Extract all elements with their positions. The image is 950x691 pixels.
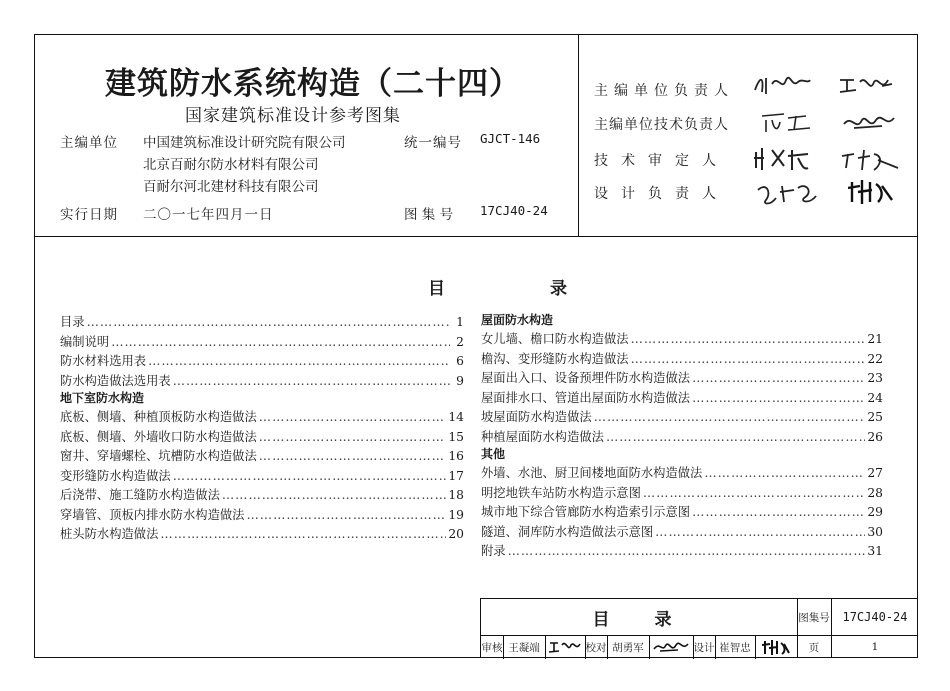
editor-unit-2: 北京百耐尔防水材料有限公司 (143, 157, 319, 173)
title-block (480, 598, 918, 658)
toc-entry-title: 防水构造做法选用表 (60, 373, 171, 388)
toc-leader-dots (692, 505, 865, 519)
toc-entry-title: 屋面排水口、管道出屋面防水构造做法 (481, 390, 691, 405)
toc-right-column (481, 312, 883, 561)
toc-entry-title: 编制说明 (60, 334, 110, 349)
toc-entry-page: 18 (448, 488, 464, 502)
toc-entry[interactable] (481, 407, 883, 427)
signature-image (842, 108, 896, 136)
atlas-title: 建筑防水系统构造（二十四） (105, 66, 521, 102)
toc-entry[interactable] (481, 463, 883, 483)
toc-entry-page: 30 (867, 524, 883, 539)
designer-name: 崔智忠 (719, 641, 751, 654)
signature-image (755, 635, 797, 659)
toc-entry-page: 21 (867, 332, 883, 346)
toc-entry-page: 9 (456, 373, 464, 388)
toc-left-column (60, 312, 464, 544)
toc-entry-title: 底板、侧墙、种植顶板防水构造做法 (60, 410, 257, 424)
toc-leader-dots (631, 332, 866, 346)
toc-entry-title: 隧道、洞库防水构造做法示意图 (481, 524, 654, 539)
toc-entry-title: 防水材料选用表 (60, 354, 147, 368)
page-value: 1 (871, 641, 879, 653)
toc-entry-page: 15 (448, 429, 464, 444)
toc-entry[interactable] (60, 312, 464, 332)
toc-leader-dots (222, 488, 446, 502)
page-label: 页 (808, 641, 820, 654)
toc-entry-page: 25 (867, 410, 883, 424)
toc-entry-title: 种植屋面防水构造做法 (481, 429, 604, 444)
toc-leader-dots (594, 410, 866, 424)
toc-leader-dots (173, 469, 447, 483)
toc-leader-dots (704, 466, 865, 480)
toc-entry[interactable] (481, 427, 883, 447)
toc-entry-title: 窗井、穿墙螺栓、坑槽防水构造做法 (60, 449, 257, 463)
toc-entry-page: 23 (867, 371, 883, 385)
toc-entry[interactable] (481, 329, 883, 349)
toc-leader-dots (631, 352, 866, 366)
signature-image (758, 110, 812, 136)
toc-leader-dots (259, 430, 447, 444)
design-label: 设计 (693, 641, 715, 654)
reviewer-name: 王凝端 (508, 641, 540, 654)
toc-entry-page: 14 (448, 410, 464, 424)
toc-section-heading: 其他 (481, 447, 506, 461)
toc-entry[interactable] (481, 368, 883, 388)
toc-entry-page: 17 (448, 468, 464, 483)
toc-entry-page: 27 (867, 466, 883, 480)
toc-leader-dots (173, 374, 450, 388)
signature-image (649, 635, 693, 659)
toc-leader-dots (246, 508, 446, 522)
toc-entry-page: 31 (867, 544, 883, 558)
toc-entry-page: 19 (448, 507, 464, 522)
toc-heading: 目 录 (428, 279, 611, 299)
toc-entry-title: 底板、侧墙、外墙收口防水构造做法 (60, 429, 257, 444)
signature-image (752, 70, 812, 98)
toc-section-heading: 屋面防水构造 (481, 313, 554, 327)
toc-entry-title: 屋面出入口、设备预埋件防水构造做法 (481, 371, 691, 385)
toc-entry-page: 20 (448, 527, 464, 541)
toc-entry[interactable] (60, 351, 464, 371)
review-label: 审核 (481, 641, 503, 654)
toc-entry[interactable] (60, 485, 464, 505)
toc-entry-title: 坡屋面防水构造做法 (481, 410, 592, 424)
toc-entry[interactable] (481, 522, 883, 542)
toc-leader-dots (643, 486, 865, 500)
toc-entry-page: 1 (456, 315, 464, 329)
toc-entry-title: 变形缝防水构造做法 (60, 468, 171, 483)
atlas-number-label: 图 集 号 (404, 207, 454, 223)
toc-entry[interactable] (481, 502, 883, 522)
atlas-label: 图集号 (798, 611, 830, 624)
drawing-title: 目 录 (592, 609, 686, 630)
toc-leader-dots (692, 371, 865, 385)
toc-leader-dots (160, 527, 446, 541)
toc-entry-title: 女儿墙、檐口防水构造做法 (481, 332, 629, 346)
toc-entry-title: 明挖地铁车站防水构造示意图 (481, 485, 641, 500)
toc-entry[interactable] (60, 407, 464, 427)
signature-image (545, 635, 585, 659)
toc-leader-dots (692, 391, 865, 405)
header-divider (34, 236, 918, 237)
atlas-number: 17CJ40-24 (480, 203, 548, 218)
signature-image (838, 72, 894, 98)
signature-image (752, 144, 812, 174)
role-chief-unit: 主编单位负责人 (594, 83, 734, 99)
editor-unit-3: 百耐尔河北建材科技有限公司 (143, 179, 319, 195)
toc-entry-page: 22 (867, 351, 883, 366)
toc-entry[interactable] (60, 446, 464, 466)
signature-image (848, 176, 894, 206)
toc-entry-title: 后浇带、施工缝防水构造做法 (60, 488, 220, 502)
effective-date: 二〇一七年四月一日 (143, 207, 274, 223)
signature-image (756, 178, 820, 208)
editor-unit-1: 中国建筑标准设计研究院有限公司 (143, 135, 346, 151)
atlas-value: 17CJ40-24 (842, 610, 908, 624)
toc-entry[interactable] (481, 349, 883, 369)
toc-leader-dots (111, 335, 450, 349)
toc-entry-page: 2 (456, 334, 464, 349)
toc-leader-dots (259, 410, 447, 424)
toc-entry[interactable] (60, 524, 464, 544)
toc-entry-title: 外墙、水池、厨卫间楼地面防水构造做法 (481, 466, 703, 480)
toc-entry-title: 目录 (60, 315, 85, 329)
toc-entry[interactable] (60, 427, 464, 447)
toc-entry-page: 6 (456, 354, 464, 368)
toc-leader-dots (655, 525, 865, 539)
toc-entry[interactable] (60, 466, 464, 486)
role-design-lead: 设计负责人 (594, 186, 729, 202)
toc-entry-title: 桩头防水构造做法 (60, 527, 159, 541)
role-chief-tech: 主编单位技术负责人 (594, 117, 729, 133)
unified-number-label: 统一编号 (404, 135, 462, 151)
check-label: 校对 (585, 641, 607, 654)
atlas-subtitle: 国家建筑标准设计参考图集 (185, 106, 401, 126)
unified-number: GJCT-146 (480, 131, 541, 146)
toc-leader-dots (508, 544, 866, 558)
toc-leader-dots (259, 449, 447, 463)
toc-entry-title: 附录 (481, 544, 506, 558)
toc-entry[interactable] (60, 332, 464, 352)
toc-entry[interactable] (481, 388, 883, 408)
toc-entry-title: 城市地下综合管廊防水构造索引示意图 (481, 505, 691, 519)
editor-unit-label: 主编单位 (60, 135, 118, 151)
toc-leader-dots (148, 354, 450, 368)
toc-entry-page: 24 (867, 390, 883, 405)
toc-entry-page: 28 (867, 485, 883, 500)
toc-entry-title: 穿墙管、顶板内排水防水构造做法 (60, 507, 245, 522)
toc-entry[interactable] (481, 541, 883, 561)
effective-date-label: 实行日期 (60, 207, 118, 223)
toc-section-heading: 地下室防水构造 (60, 391, 145, 405)
toc-entry-page: 26 (867, 429, 883, 444)
toc-entry-page: 16 (448, 449, 464, 463)
header-vertical-divider (578, 34, 579, 236)
toc-entry[interactable] (481, 483, 883, 503)
role-tech-review: 技术审定人 (594, 153, 729, 169)
toc-entry-page: 29 (867, 505, 883, 519)
checker-name: 胡勇军 (612, 641, 644, 654)
toc-entry[interactable] (60, 505, 464, 525)
signature-image (840, 146, 900, 174)
toc-entry-title: 檐沟、变形缝防水构造做法 (481, 351, 629, 366)
toc-leader-dots (87, 315, 450, 329)
toc-entry[interactable] (60, 371, 464, 391)
toc-leader-dots (606, 430, 865, 444)
